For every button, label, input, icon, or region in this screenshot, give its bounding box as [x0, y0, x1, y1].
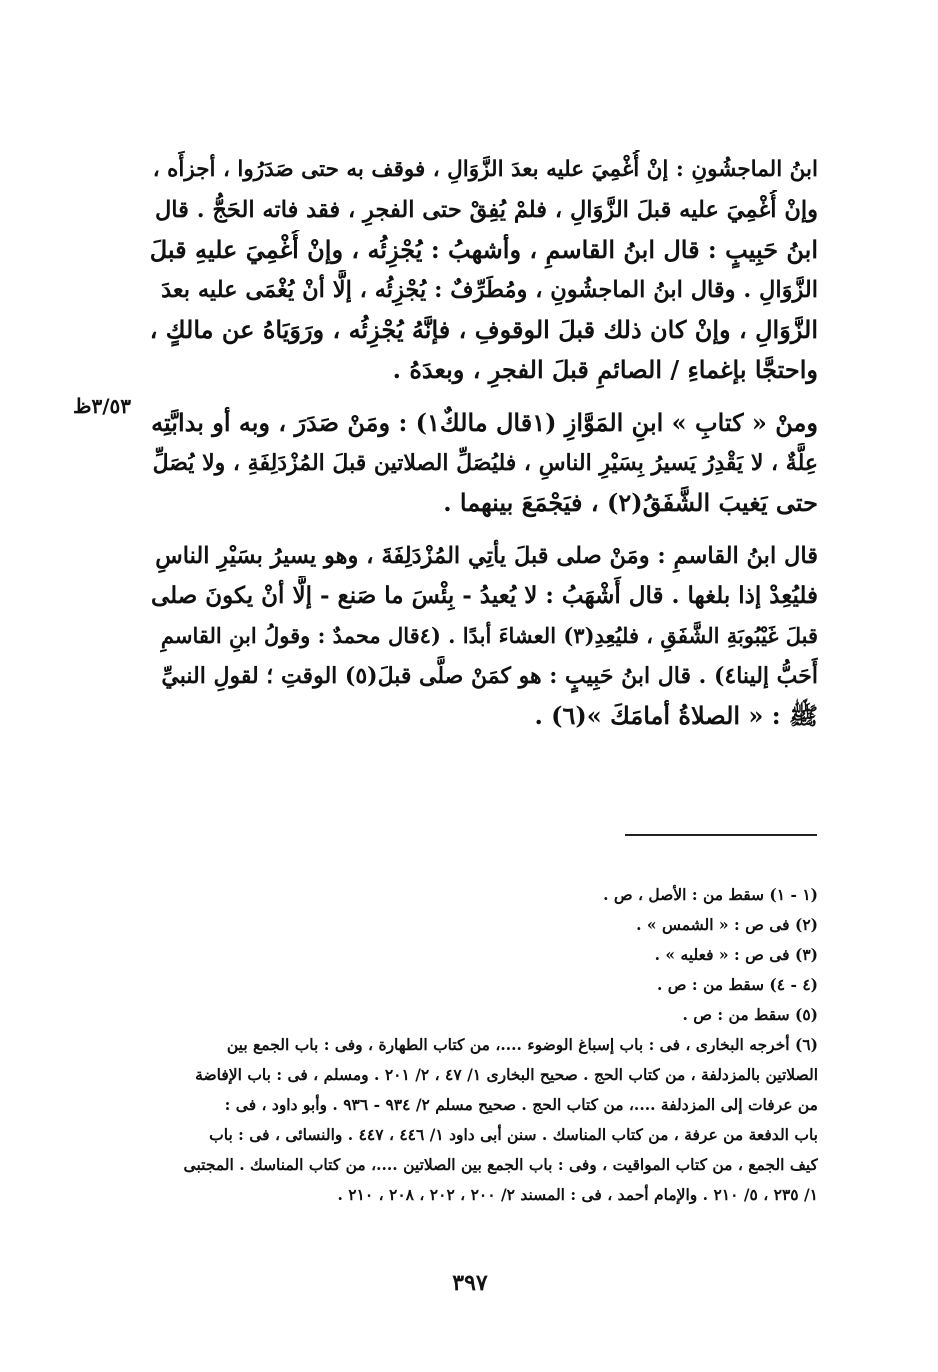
footnote-line: الصلاتين بالمزدلفة ، من كتاب الحج . صحيح البخارى ١/ ٤٧ ، ٢/ ٢٠١ . ومسلم ، فى : باب الإفاضة: [195, 1065, 818, 1084]
paragraph-3: [148, 536, 818, 736]
text-line: الزَّوَالِ ، وإنْ كان ذلك قبلَ الوقوفِ ، فإنَّهُ يُجْزِئُه ، ورَوَيَاهُ عن مالكٍ ،: [149, 315, 818, 344]
text-line: عِلَّةٌ ، لا يَقْدِرُ يَسيرُ بِسَيْرِ الناسِ ، فليُصَلِّ الصلاتين قبلَ المُزْدَلِفَةِ ، ولا يُصَلِّ: [152, 450, 818, 476]
footnote-line: (٥) سقط من : ص .: [682, 1005, 818, 1024]
footnote-separator: [625, 834, 817, 836]
text-line: ومنْ « كتابِ » ابنِ المَوَّازِ (١قال مالكٌ١) : ومَنْ صَدَرَ ، وبه أو بدابَّتِه: [151, 408, 818, 437]
text-line: وإنْ أُغْمِيَ عليه قبلَ الزَّوَالِ ، فلمْ يُفِقْ حتى الفجرِ ، فقد فاته الحَجُّ . قال: [154, 197, 818, 223]
text-line: الزَّوَالِ . وقال ابنُ الماجشُونِ ، ومُطَرِّفٌ : يُجْزِئُه ، إلَّا أنْ يُغْمَى عليه بعدَ: [161, 277, 818, 303]
footnote-line: (٢) فى ص : « الشمس » .: [636, 915, 818, 934]
footnote-line: (٣) فى ص : « فعليه » .: [654, 945, 818, 964]
footnote-line: (٦) أخرجه البخارى ، فى : باب إسباغ الوضوء ....، من كتاب الطهارة ، وفى : باب الجمع بين: [226, 1035, 818, 1054]
text-line: قال ابنُ القاسمِ : ومَنْ صلى قبلَ يأتِي المُزْدَلِفَةَ ، وهو يسيرُ بسَيْرِ الناسِ: [155, 543, 818, 569]
footnote-line: كيف الجمع ، من كتاب المواقيت ، وفى : باب الجمع بين الصلاتين ....، من كتاب المناسك . المجتبى: [183, 1155, 818, 1174]
text-line: أَحَبُّ إلينا٤) . قال ابنُ حَبِيبٍ : هو كمَنْ صلَّى قبلَ(٥) الوقتِ ؛ لقولِ النبيِّ: [161, 663, 818, 689]
text-line: حتى يَغيبَ الشَّفَقُ(٢) ، فيَجْمَعَ بينهما .: [443, 488, 818, 517]
main-text: [148, 150, 818, 736]
footnote-line: (١ - ١) سقط من : الأصل ، ص .: [603, 885, 818, 904]
footnote-line: ١/ ٢٣٥ ، ٥/ ٢١٠ . والإمام أحمد ، فى : المسند ٢/ ٢٠٠ ، ٢٠٢ ، ٢٠٨ ، ٢١٠ .: [337, 1185, 818, 1204]
text-line: فليُعِدْ إذا بلغها . قال أَشْهَبُ : لا يُعيدُ - بِئْسَ ما صَنع - إلَّا أنْ يكونَ صلى: [150, 582, 818, 609]
footnote-line: باب الدفعة من عرفة ، من كتاب المناسك . سنن أبى داود ١/ ٤٤٦ ، ٤٤٧ . والنسائى ، فى : باب: [209, 1125, 818, 1144]
footnotes: [150, 880, 818, 1210]
text-line: قبلَ غَيْبُوبَةِ الشَّفَقِ ، فليُعِدِ(٣) العشاءَ أبدًا . (٤قال محمدٌ : وقولُ ابنِ القاسمِ: [160, 623, 818, 648]
text-line: ابنُ حَبِيبٍ : قال ابنُ القاسمِ ، وأشهبُ : يُجْزِئُه ، وإنْ أُغْمِيَ عليهِ قبلَ: [149, 235, 818, 264]
text-line: ﷺ : « الصلاةُ أمامَكَ »(٦) .: [534, 701, 818, 730]
footnote-line: من عرفات إلى المزدلفة ....، من كتاب الحج . صحيح مسلم ٢/ ٩٣٤ - ٩٣٦ . وأبو داود ، فى :: [224, 1095, 818, 1114]
manuscript-folio-note: ٣/٥٣ظ: [72, 394, 132, 418]
paragraph-1: [148, 150, 818, 390]
footnote-line: (٤ - ٤) سقط من : ص .: [656, 975, 818, 994]
text-line: واحتجَّا بإغماءِ / الصائمِ قبلَ الفجرِ ، وبعدَهُ .: [392, 355, 818, 384]
page-number: ٣٩٧: [452, 1270, 488, 1296]
paragraph-2: [148, 403, 818, 523]
text-line: ابنُ الماجشُونِ : إنْ أُغْمِيَ عليه بعدَ الزَّوَالِ ، فوقف به حتى صَدَرُوا ، أجزأَه ،: [152, 157, 818, 182]
